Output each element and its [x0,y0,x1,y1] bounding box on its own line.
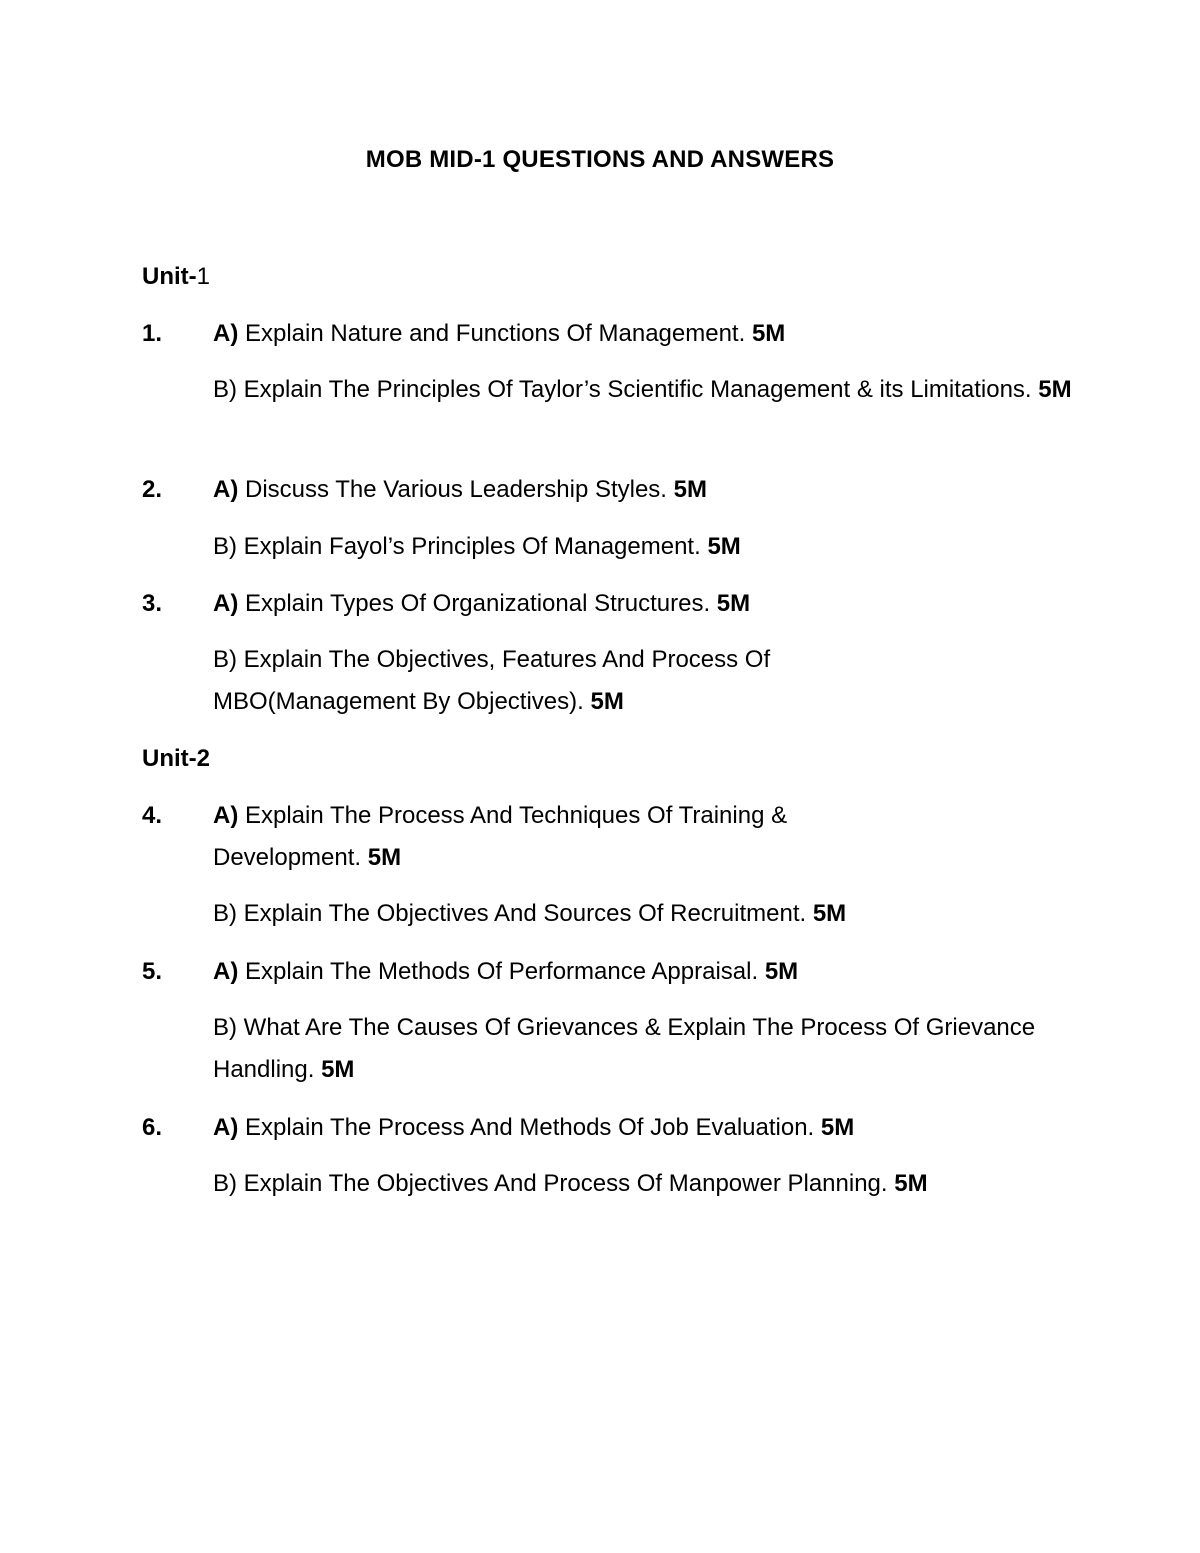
page-title: MOB MID-1 QUESTIONS AND ANSWERS [365,146,835,173]
question-text: Explain The Process And Techniques Of Training & Development. [213,802,788,871]
part-tag: A) [213,958,239,985]
question-part-a [213,795,903,879]
question-part-b [213,893,1093,935]
question-part-b [213,369,1093,411]
question-part-b [213,639,873,723]
part-tag: B) [213,533,237,560]
question-number: 6. [142,1114,163,1141]
marks-badge: 5M [894,1170,928,1197]
marks-badge: 5M [321,1056,355,1083]
question-number: 5. [142,958,163,985]
part-tag: B) [213,900,237,927]
marks-badge: 5M [707,533,741,560]
question-text: Explain The Methods Of Performance Appraisal. [238,958,765,985]
question-number: 2. [142,476,163,503]
question-part-a [213,951,1093,993]
question-part-b [213,1007,1053,1091]
part-tag: A) [213,320,239,347]
question-part-a [213,583,1093,625]
marks-badge: 5M [820,1114,855,1141]
question-text: Explain The Objectives And Process Of Manpower Planning. [237,1170,895,1197]
part-tag: A) [213,476,239,503]
question-part-b [213,526,1093,568]
marks-badge: 5M [673,476,707,503]
question-part-a [213,313,1093,355]
part-tag: A) [213,590,239,617]
part-tag: A) [213,802,239,829]
marks-badge: 5M [716,590,751,617]
question-part-a [213,1107,1093,1149]
question-part-a [213,469,1093,511]
marks-badge: 5M [764,958,799,985]
unit-label: Unit-2 [142,745,210,772]
unit-label: Unit- [142,263,197,290]
part-tag: B) [213,646,237,673]
question-text: What Are The Causes Of Grievances & Explain The Process Of Grievance Handling. [213,1014,1036,1083]
unit-heading [142,744,210,774]
part-tag: B) [213,1170,237,1197]
part-tag: B) [213,1014,237,1041]
marks-badge: 5M [1038,376,1072,403]
question-text: Explain The Process And Methods Of Job Evaluation. [238,1114,821,1141]
marks-badge: 5M [751,320,786,347]
part-tag: A) [213,1114,239,1141]
question-text: Explain The Principles Of Taylor’s Scientific Management & its Limitations. [237,376,1039,403]
question-text: Explain The Objectives And Sources Of Recruitment. [237,900,813,927]
question-number: 3. [142,590,163,617]
question-text: Explain Types Of Organizational Structures. [238,590,717,617]
marks-badge: 5M [812,900,847,927]
question-text: Explain The Objectives, Features And Process Of MBO(Management By Objectives). [213,646,771,715]
question-text: Explain Nature and Functions Of Management. [238,320,752,347]
question-number: 4. [142,802,163,829]
unit-heading [142,262,210,292]
question-text: Discuss The Various Leadership Styles. [238,476,674,503]
question-part-b [213,1163,1113,1205]
part-tag: B) [213,376,237,403]
marks-badge: 5M [367,844,402,871]
question-number: 1. [142,320,163,347]
marks-badge: 5M [590,688,624,715]
question-text: Explain Fayol’s Principles Of Management. [237,533,708,560]
unit-number: 1 [196,263,211,290]
